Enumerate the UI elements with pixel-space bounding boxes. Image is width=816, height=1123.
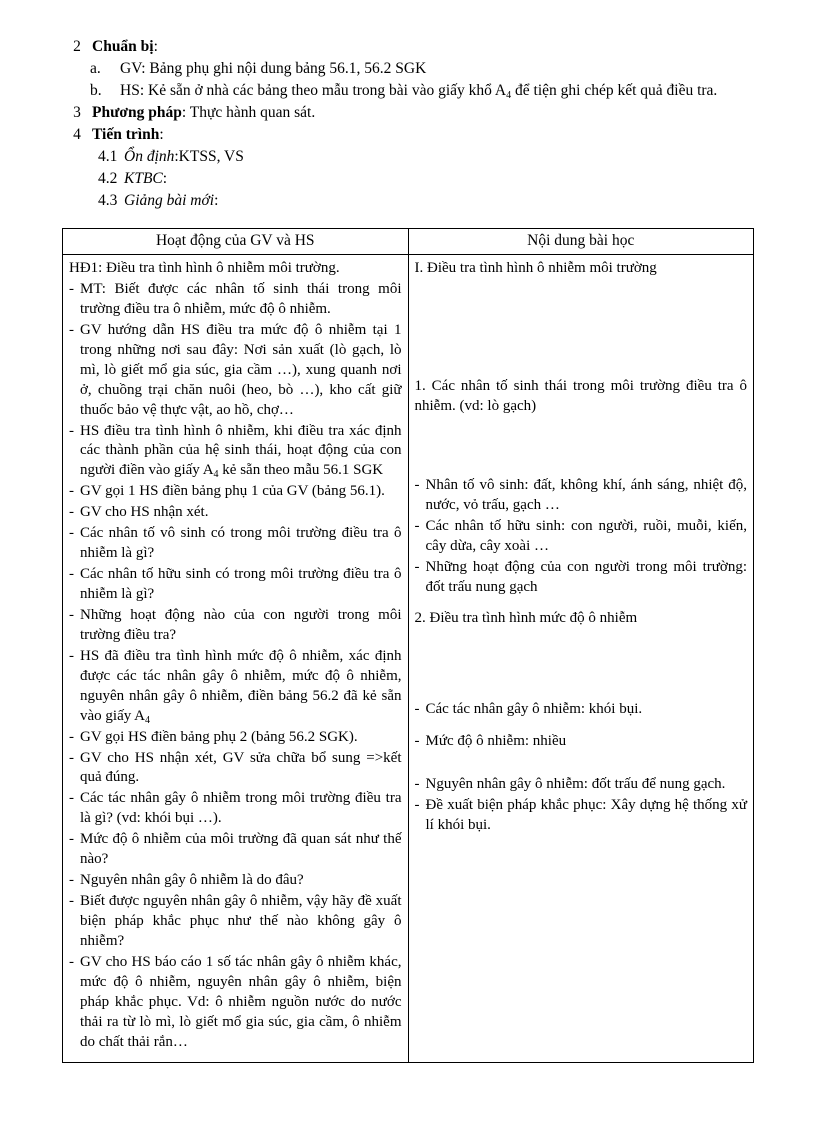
outline-text: HS: Kẻ sẵn ở nhà các bảng theo mẫu trong bài vào giấy khổ $A_4$ để tiện ghi chép kết quả điều tra. (120, 82, 718, 101)
outline-text: GV: Bảng phụ ghi nội dung bảng 56.1, 56.2 SGK (120, 60, 427, 77)
outline-label-italic: Ổn định (124, 148, 175, 165)
section-heading: I. Điều tra tình hình ô nhiễm môi trường (414, 260, 657, 276)
bullet-text: GV hướng dẫn HS điều tra mức độ ô nhiễm tại 1 trong những nơi sau đây: Nơi sản xuất (lò gạch, lò mì, lò giết mổ gia súc, gia cầm …), xung quanh nơi ở, chuồng trại chăn nuôi (heo, bò …), kho cất giữ thuốc bảo vệ thực vật, ao hồ, chợ… (80, 321, 402, 418)
bullet-text: Các nhân tố hữu sinh: con người, ruồi, muỗi, kiến, cây dừa, cây xoài … (425, 517, 747, 554)
outline-number: a. (90, 60, 101, 77)
bullet-line (69, 789, 402, 829)
outline-text (124, 146, 754, 168)
dash-bullet-icon: - (69, 953, 74, 970)
column-header-activities: Hoạt động của GV và HS (63, 229, 409, 255)
table-body (63, 255, 754, 1063)
column-header-content: Nội dung bài học (408, 229, 754, 255)
vertical-spacer (415, 598, 748, 609)
outline-number: 4.3 (98, 192, 118, 209)
bullet-text: GV cho HS báo cáo 1 số tác nhân gây ô nhiễm khác, mức độ ô nhiễm, nguyên nhân gây ô nhiễm, biện pháp khắc phục. Vd: ô nhiễm nguồn nước do nước thải ra từ lò mì, lò giết mổ gia súc, gia cầm, ô nhiễm do chất thải rắn… (80, 953, 402, 1050)
vertical-spacer (415, 281, 748, 377)
bullet-line (69, 321, 402, 421)
bullet-line (415, 558, 748, 598)
table-head (63, 229, 754, 255)
vertical-spacer (415, 753, 748, 775)
outline-number: 4.2 (98, 170, 118, 187)
bullet-text: HS điều tra tình hình ô nhiễm, khi điều tra xác định các thành phần của hệ sinh thái, hoạt động của con người điền vào giấy $A_4$ kẻ sẵn theo mẫu 56.1 SGK (80, 422, 402, 481)
lesson-content (409, 255, 754, 845)
bullet-line (415, 700, 748, 720)
paragraph: 2. Điều tra tình hình mức độ ô nhiễm (414, 610, 638, 627)
bullet-text: GV cho HS nhận xét, GV sửa chữa bổ sung =>kết quả đúng. (80, 749, 402, 786)
bullet-line (69, 503, 402, 523)
bullet-text: Những hoạt động nào của con người trong môi trường điều tra? (80, 606, 402, 643)
outline-item-4 (62, 124, 754, 146)
bullet-line (69, 524, 402, 564)
bullet-text: Nguyên nhân gây ô nhiễm là do đâu? (80, 872, 304, 889)
outline-label-rest: : (214, 192, 219, 209)
outline-label-bold: Phương pháp (92, 104, 182, 121)
bullet-line (69, 830, 402, 870)
bullet-text: HS đã điều tra tình hình mức độ ô nhiễm, xác định được các tác nhân gây ô nhiễm, mức độ ô nhiễm, nguyên nhân gây ô nhiễm, điền bảng 56.2 đã kẻ sẵn vào giấy $A_4$ (80, 647, 402, 726)
outline-number: 4 (73, 126, 81, 143)
outline-number: 3 (73, 104, 81, 121)
dash-bullet-icon: - (414, 701, 420, 718)
outline-list (62, 36, 754, 212)
dash-bullet-icon: - (69, 647, 74, 664)
outline-text (92, 102, 754, 124)
dash-bullet-icon: - (69, 728, 74, 745)
dash-bullet-icon: - (69, 422, 74, 439)
bullet-text: Đề xuất biện pháp khắc phục: Xây dựng hệ thống xử lí khói bụi. (425, 797, 747, 834)
bullet-line (415, 796, 748, 836)
lesson-plan-table (62, 228, 754, 1063)
outline-label-rest: : (153, 38, 158, 55)
bullet-line (415, 775, 748, 795)
outline-label-rest: : Thực hành quan sát. (181, 104, 316, 121)
dash-bullet-icon: - (69, 566, 74, 583)
bullet-text: GV gọi 1 HS điền bảng phụ 1 của GV (bảng 56.1). (80, 483, 385, 500)
bullet-line (69, 606, 402, 646)
outline-label-rest: :KTSS, VS (174, 148, 244, 165)
outline-item-2b (62, 80, 754, 102)
bullet-line (69, 871, 402, 891)
bullet-text: Các tác nhân gây ô nhiễm: khói bụi. (425, 701, 643, 718)
cell-content (408, 255, 754, 1063)
table-row (63, 255, 754, 1063)
table-header-row (63, 229, 754, 255)
outline-item-2 (62, 36, 754, 58)
bullet-line (69, 728, 402, 748)
outline-number: 2 (73, 38, 81, 55)
bullet-text: GV cho HS nhận xét. (80, 504, 209, 521)
vertical-spacer (415, 418, 748, 476)
dash-bullet-icon: - (69, 790, 74, 807)
cell-activities (63, 255, 409, 1063)
bullet-line (69, 647, 402, 727)
bullet-text: Nhân tố vô sinh: đất, không khí, ánh sáng, nhiệt độ, nước, vỏ trấu, gạch … (425, 476, 747, 513)
outline-item-2a (62, 58, 754, 80)
outline-number: b. (90, 82, 102, 99)
bullet-text: Nguyên nhân gây ô nhiễm: đốt trấu để nung gạch. (425, 776, 726, 793)
bullet-line (69, 280, 402, 320)
dash-bullet-icon: - (69, 893, 74, 910)
outline-number: 4.1 (98, 148, 118, 165)
outline-label-rest: : (159, 126, 164, 143)
bullet-text: Mức độ ô nhiễm của môi trường đã quan sát như thế nào? (80, 831, 402, 868)
bullet-line (415, 517, 748, 557)
outline-label-italic: KTBC (124, 170, 163, 187)
dash-bullet-icon: - (414, 517, 420, 534)
bullet-line (69, 749, 402, 789)
paragraph: HĐ1: Điều tra tình hình ô nhiễm môi trường. (69, 260, 340, 276)
dash-bullet-icon: - (414, 733, 420, 750)
outline-item-41 (62, 146, 754, 168)
outline-text (92, 36, 754, 58)
outline-label-rest: : (162, 170, 168, 187)
dash-bullet-icon: - (69, 280, 74, 297)
outline-text (124, 168, 754, 190)
dash-bullet-icon: - (69, 483, 74, 500)
outline-text (92, 124, 754, 146)
bullet-text: Các nhân tố vô sinh có trong môi trường điều tra ô nhiễm là gì? (80, 525, 402, 562)
vertical-spacer (415, 630, 748, 700)
bullet-text: Mức độ ô nhiễm: nhiều (425, 733, 567, 750)
vertical-spacer (415, 721, 748, 732)
dash-bullet-icon: - (69, 831, 74, 848)
dash-bullet-icon: - (69, 606, 74, 623)
bullet-text: Những hoạt động của con người trong môi trường: đốt trấu nung gạch (425, 558, 747, 595)
bullet-text: GV gọi HS điền bảng phụ 2 (bảng 56.2 SGK). (80, 728, 358, 745)
paragraph: 1. Các nhân tố sinh thái trong môi trường điều tra ô nhiễm. (vd: lò gạch) (414, 377, 747, 414)
subscript-4: 4 (506, 90, 512, 101)
bullet-text: Các nhân tố hữu sinh có trong môi trường điều tra ô nhiễm là gì? (80, 566, 402, 602)
bullet-line (69, 482, 402, 502)
dash-bullet-icon: - (69, 872, 74, 889)
bullet-line (69, 953, 402, 1053)
bullet-line (69, 565, 402, 605)
outline-label-italic: Giảng bài mới (124, 192, 215, 209)
dash-bullet-icon: - (414, 558, 420, 575)
bullet-text: MT: Biết được các nhân tố sinh thái trong môi trường điều tra ô nhiễm, mức độ ô nhiễm. (80, 280, 402, 317)
bullet-text: Các tác nhân gây ô nhiễm trong môi trường điều tra là gì? (vd: khói bụi …). (80, 790, 402, 827)
dash-bullet-icon: - (69, 504, 74, 521)
dash-bullet-icon: - (69, 321, 74, 338)
outline-label-bold: Tiến trình (92, 126, 160, 143)
bullet-text: Biết được nguyên nhân gây ô nhiễm, vậy hãy đề xuất biện pháp khắc phục như thế nào không gây ô nhiễm? (80, 893, 402, 949)
bullet-line (69, 892, 402, 952)
outline-label-bold: Chuẩn bị (92, 38, 154, 55)
bullet-line (415, 476, 748, 516)
outline-item-42 (62, 168, 754, 190)
dash-bullet-icon: - (414, 797, 420, 814)
dash-bullet-icon: - (69, 749, 74, 766)
outline-item-43 (62, 190, 754, 212)
dash-bullet-icon: - (414, 776, 420, 793)
bullet-line (415, 732, 748, 752)
dash-bullet-icon: - (69, 525, 74, 542)
outline-text (124, 190, 754, 212)
activities-content (63, 255, 408, 1062)
outline-item-3 (62, 102, 754, 124)
bullet-line (69, 422, 402, 482)
dash-bullet-icon: - (414, 476, 420, 493)
